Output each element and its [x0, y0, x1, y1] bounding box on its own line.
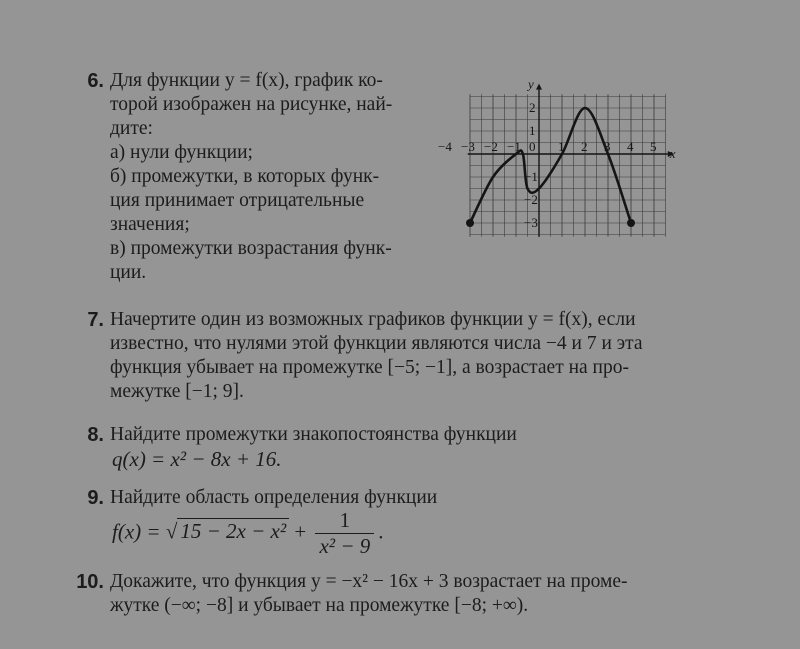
y-tick-label: 1	[529, 123, 536, 138]
problem-text	[110, 570, 700, 618]
problem-number: 10.	[76, 571, 104, 593]
x-tick-label: −2	[484, 139, 498, 154]
text-line: б) промежутки, в которых функ-	[110, 166, 380, 187]
problem-text	[110, 423, 700, 447]
problem-text	[110, 69, 440, 285]
graph-grid	[470, 94, 666, 237]
text-line: Докажите, что функция y = −x² − 16x + 3 возрастает на проме-	[110, 571, 628, 592]
text-line: дите:	[110, 118, 153, 139]
y-tick-label: 2	[529, 100, 536, 115]
y-tick-label: −2	[524, 192, 538, 207]
text-line: жутке (−∞; −8] и убывает на промежутке [−8; +∞).	[110, 595, 529, 616]
radicand: 15 − 2x − x²	[177, 518, 289, 543]
y-tick-label: −1	[524, 169, 538, 184]
graph-tick-labels	[438, 77, 676, 230]
x-tick-label: 4	[627, 139, 634, 154]
formula-q: q(x) = x² − 8x + 16.	[112, 447, 282, 471]
text-line: Найдите промежутки знакопостоянства функции	[110, 424, 517, 445]
function-graph	[438, 72, 692, 234]
text-line: ции.	[110, 262, 147, 283]
period: .	[378, 519, 384, 544]
problem-number: 7.	[87, 309, 104, 331]
text-line: значения;	[110, 214, 190, 235]
problem-text	[110, 308, 700, 404]
x-tick-label: −1	[507, 139, 521, 154]
text-line: торой изображен на рисунке, най-	[110, 94, 393, 115]
problem-number: 8.	[87, 424, 104, 446]
y-tick-label: −3	[524, 215, 538, 230]
y-axis-arrow	[536, 84, 542, 90]
fraction-denominator: x² − 9	[319, 534, 371, 558]
endpoint-dot	[627, 219, 635, 227]
x-tick-label: 5	[650, 139, 657, 154]
text-line: Найдите область определения функции	[110, 487, 438, 508]
text-line: Для функции y = f(x), график ко-	[110, 70, 383, 91]
problem-number: 9.	[87, 487, 104, 509]
problem-text	[110, 486, 700, 510]
x-tick-label: 3	[604, 139, 611, 154]
x-tick-label: 2	[581, 139, 588, 154]
problem-number: 6.	[87, 70, 104, 92]
formula-left: f(x) = √	[112, 519, 178, 544]
text-line: известно, что нулями этой функции являются числа −4 и 7 и эта	[110, 333, 643, 354]
fraction	[315, 508, 374, 559]
text-line: Начертите один из возможных графиков функции y = f(x), если	[110, 309, 636, 330]
y-axis-label: y	[528, 76, 534, 92]
fraction-numerator: 1	[315, 508, 374, 534]
text-line: а) нули функции;	[110, 142, 253, 163]
formula-f	[112, 508, 384, 559]
graph-axes	[468, 84, 674, 237]
text-line: межутке [−1; 9].	[110, 381, 244, 402]
text-line: ция принимает отрицательные	[110, 190, 365, 211]
origin-label: 0	[529, 139, 536, 154]
x-tick-label: −4	[438, 139, 452, 154]
text-line: в) промежутки возрастания функ-	[110, 238, 392, 259]
x-tick-label: −3	[461, 139, 475, 154]
text-line: функция убывает на промежутке [−5; −1], а возрастает на про-	[110, 357, 629, 378]
plus-sign: +	[294, 519, 307, 544]
x-tick-label: 1	[558, 139, 565, 154]
x-axis-label: x	[669, 146, 676, 161]
endpoint-dot	[466, 219, 474, 227]
